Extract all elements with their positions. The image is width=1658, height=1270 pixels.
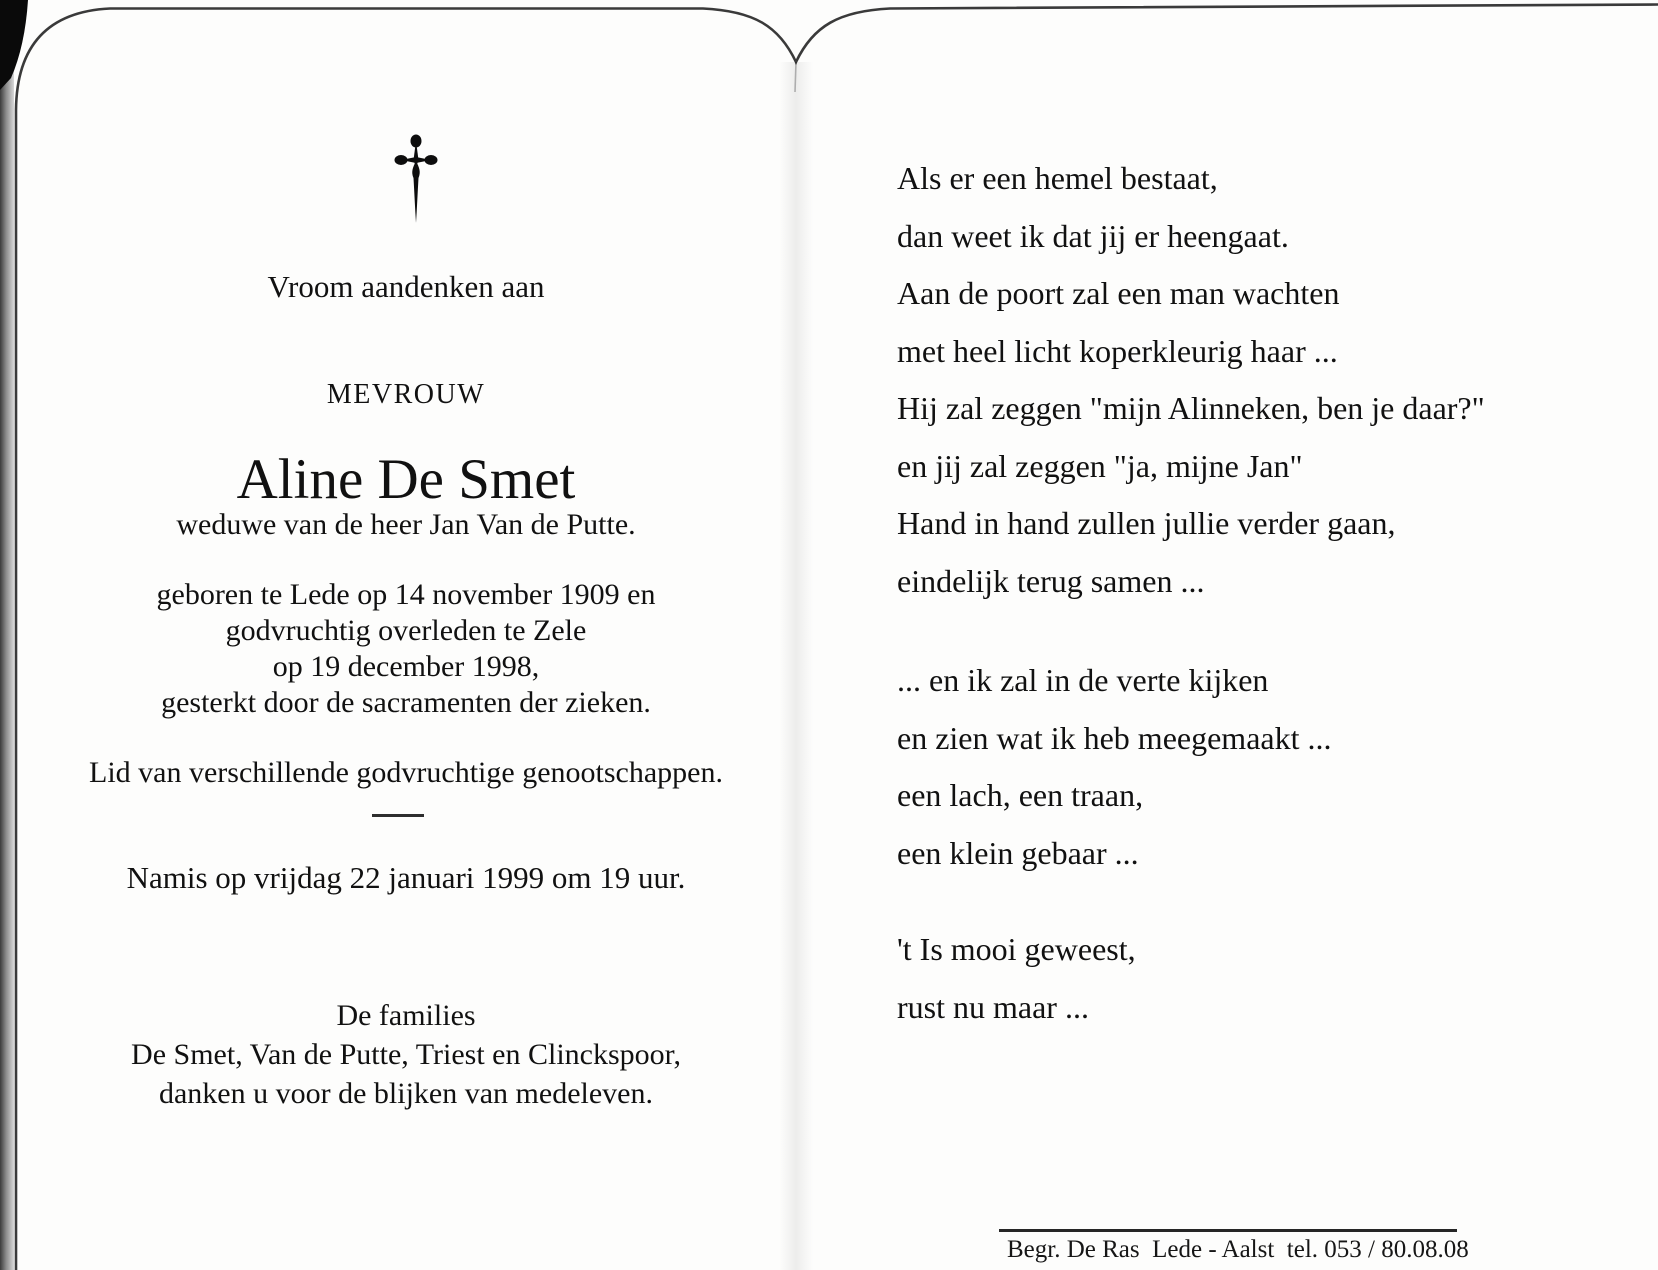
life-events [16, 577, 796, 721]
poem-line: een klein gebaar ... [897, 834, 1139, 871]
families-line: danken u voor de blijken van medeleven. [158, 1077, 653, 1110]
poem-stanza-2 [897, 652, 1517, 882]
life-event-line: godvruchtig overleden te Zele [225, 614, 587, 647]
scan-corner-mark [0, 0, 28, 90]
poem-line: Hand in hand zullen jullie verder gaan, [897, 505, 1396, 541]
mass-line: Namis op vrijdag 22 januari 1999 om 19 uur. [126, 860, 686, 895]
poem-stanza-1 [897, 150, 1517, 610]
life-event-line: gesterkt door de sacramenten der zieken. [161, 686, 651, 719]
poem-stanza-3 [897, 921, 1517, 1036]
deceased-name: Aline De Smet [236, 448, 576, 511]
widow-line: weduwe van de heer Jan Van de Putte. [176, 508, 636, 541]
life-event-line: geboren te Lede op 14 november 1909 en [156, 578, 656, 611]
poem-line: een lach, een traan, [897, 777, 1144, 813]
divider-rule [372, 814, 424, 817]
poem-line: eindelijk terug samen ... [897, 562, 1205, 599]
poem-line: en zien wat ik heb meegemaakt ... [897, 719, 1332, 756]
families-thanks [16, 996, 796, 1113]
poem-line: dan weet ik dat jij er heengaat. [897, 217, 1289, 254]
poem-line: ... en ik zal in de verte kijken [897, 662, 1269, 698]
families-line: De families [336, 999, 476, 1032]
poem-line: Als er een hemel bestaat, [897, 160, 1218, 196]
poem-line: en jij zal zeggen "ja, mijne Jan" [897, 447, 1303, 484]
honorific: MEVROUW [326, 379, 486, 410]
funeral-home-credit: Begr. De Ras Lede - Aalst tel. 053 / 80.08.08 [1007, 1236, 1469, 1263]
footer-rule [999, 1229, 1457, 1232]
life-event-line: op 19 december 1998, [272, 650, 540, 683]
cross-icon [16, 132, 796, 231]
poem-line: Hij zal zeggen "mijn Alinneken, ben je daar?" [897, 390, 1485, 426]
poem-line: rust nu maar ... [897, 988, 1089, 1025]
poem-line: met heel licht koperkleurig haar ... [897, 332, 1338, 369]
families-line: De Smet, Van de Putte, Triest en Clinckspoor, [131, 1038, 681, 1071]
membership-line: Lid van verschillende godvruchtige genootschappen. [89, 756, 723, 789]
poem-line: 't Is mooi geweest, [897, 931, 1136, 967]
memorial-intro: Vroom aandenken aan [267, 269, 545, 304]
poem-line: Aan de poort zal een man wachten [897, 275, 1340, 311]
